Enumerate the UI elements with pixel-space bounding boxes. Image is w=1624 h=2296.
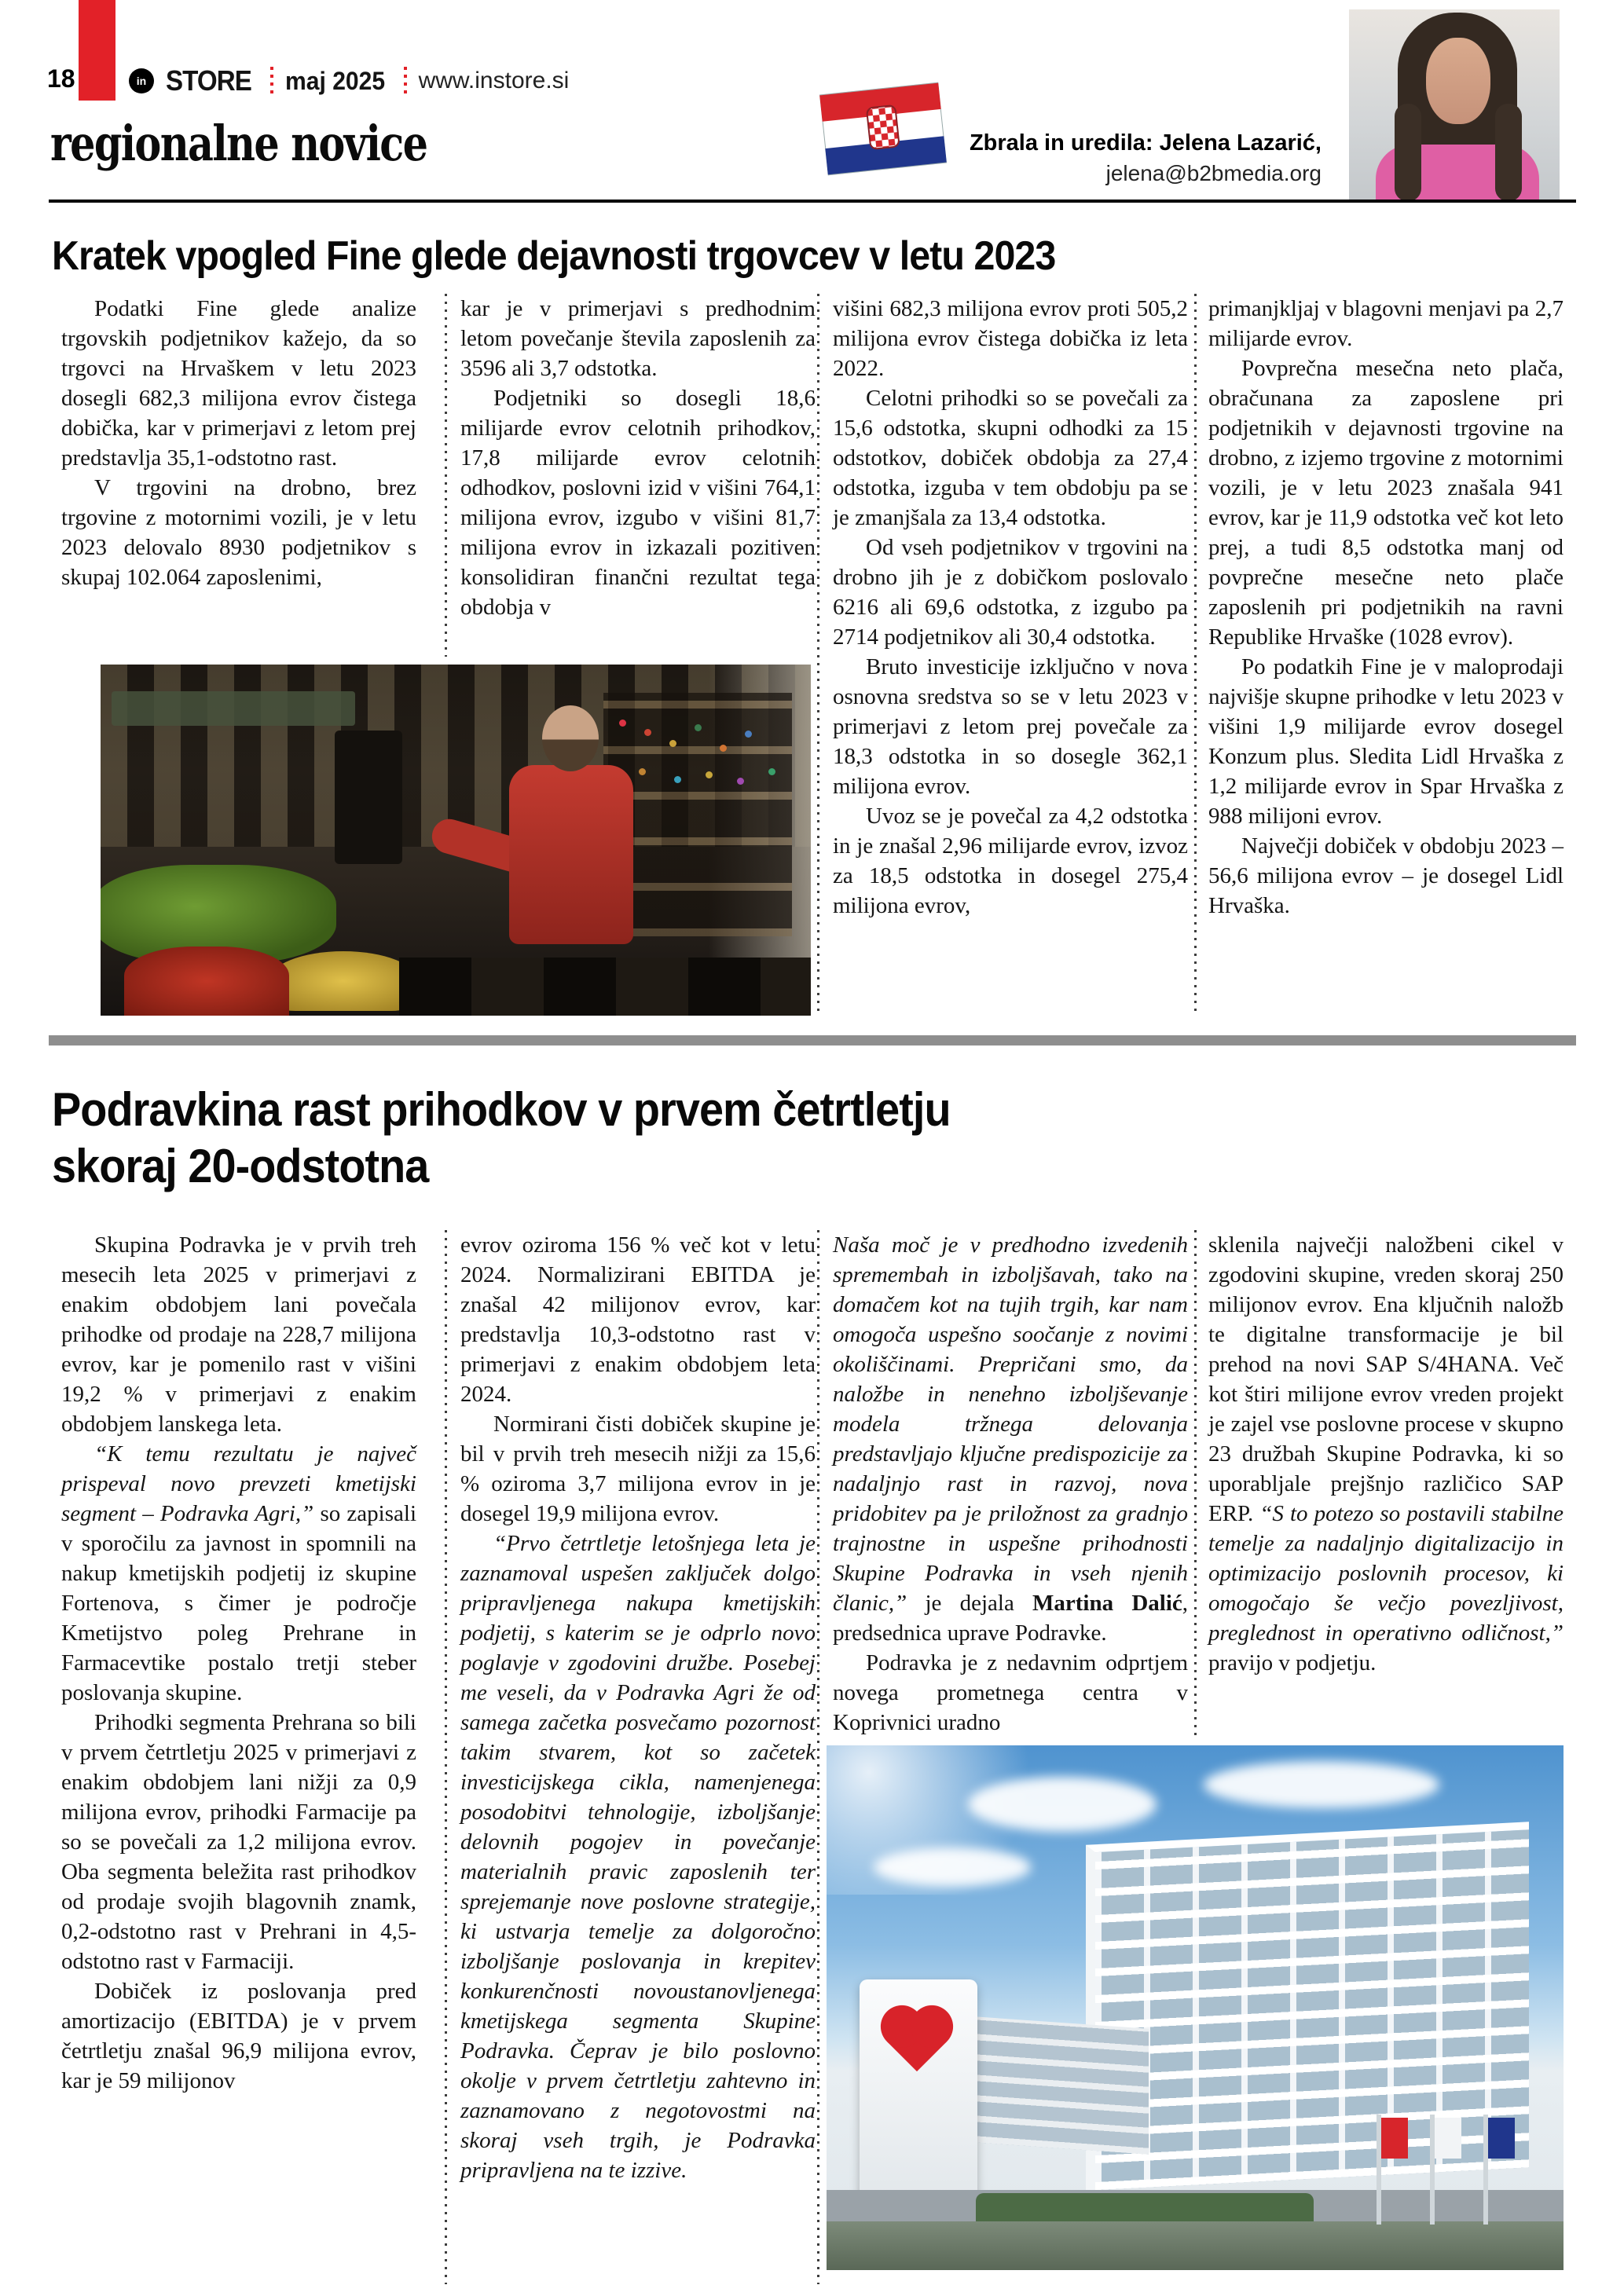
paragraph: Največji dobiček v obdobju 2023 – 56,6 milijona evrov – je dosegel Lidl Hrvaška. bbox=[1208, 833, 1564, 918]
produce-yellow bbox=[269, 951, 418, 1011]
products-on-shelf bbox=[619, 720, 626, 727]
paragraph: višini 682,3 milijona evrov proti 505,2 milijona evrov čistega dobička iz leta 2022. bbox=[833, 296, 1188, 381]
article1-column-1 bbox=[61, 294, 416, 592]
banner-flag-icon bbox=[1435, 2118, 1461, 2159]
separator-dots-icon bbox=[270, 67, 273, 95]
cloud bbox=[1204, 1761, 1439, 1808]
quote-paragraph: “Prvo četrtletje letošnjega leta je zaznamoval uspešen zaključek dolgo pripravljenega nakupa kmetijskih podjetij, s katerim se je odprlo novo poglavje v zgodovini družbe. Posebej me veseli, da v Podravka Agri že od samega začetka posvečamo pozornost takim stvarem, kot so začetek investicijskega cikla, namenjenega posodobitvi tehnologije, izboljšanje delovnih pogojev in povečanje materialnih pravic zaposlenih ter sprejemanje nove poslovne strategije, ki ustvarja temelje za dolgoročno izboljšanje poslovanja in krepitev konkurenčnosti novoustanovljenega kmetijskega segmenta Skupine Podravka. Čeprav je bilo poslovno okolje v prvem četrtletju zahtevno in zaznamovano z negotovostmi na skoraj vseh trgih, je Podravka pripravljena na te izzive. bbox=[460, 1531, 816, 2183]
paragraph: Bruto investicije izključno v nova osnovna sredstva so se v letu 2023 v primerjavi z letom prej povečale za 18,3 odstotka in so dosegle 362,1 milijona evrov. bbox=[833, 654, 1188, 799]
portrait-face bbox=[1426, 38, 1490, 124]
paragraph: Podravka je z nedavnim odprtjem novega prometnega centra v Koprivnici uradno bbox=[833, 1650, 1188, 1735]
article2-column-1 bbox=[61, 1230, 416, 2096]
separator-dots-icon bbox=[404, 67, 407, 95]
paragraph: Po podatkih Fine je v maloprodaji najvišje skupne prihodke v letu 2023 v višini 1,9 milijarde evrov dosegel Konzum plus. Sledita Lidl Hrvaška z 1,2 milijarde evrov in Spar Hrvaška z 988 milijoni evrov. bbox=[1208, 654, 1564, 829]
photo-supermarket-interior bbox=[101, 665, 811, 1016]
article2-column-2 bbox=[460, 1230, 816, 2185]
paragraph: Celotni prihodki so se povečali za 15,6 odstotka, skupni odhodki za 15 odstotkov, dobiček obdobja za 27,4 odstotka, izguba v tem obdobju pa se je zmanjšala za 13,4 odstotka. bbox=[833, 386, 1188, 530]
column-divider bbox=[445, 1230, 447, 2284]
column-divider bbox=[445, 294, 447, 657]
paragraph: V trgovini na drobno, brez trgovine z motornimi vozili, je v letu 2023 delovalo 8930 podjetnikov s skupaj 102.064 zaposlenimi, bbox=[61, 475, 416, 590]
shopper-head bbox=[542, 705, 599, 771]
ground bbox=[827, 2221, 1564, 2270]
attribution-text: je dejala bbox=[907, 1591, 1033, 1616]
article1-title: Kratek vpogled Fine glede dejavnosti trgovcev v letu 2023 bbox=[52, 233, 1056, 279]
paragraph: Uvoz se je povečal za 4,2 odstotka in je znašal 2,96 milijarde evrov, izvoz za 18,5 odstotka in dosegel 275,4 milijona evrov, bbox=[833, 804, 1188, 918]
paragraph: evrov oziroma 156 % več kot v letu 2024. Normalizirani EBITDA je znašal 42 milijonov evrov, kar predstavlja 10,3-odstotno rast v primerjavi z enakim obdobjem leta 2024. bbox=[460, 1232, 816, 1407]
attribution-text: pravijo v podjetju. bbox=[1208, 1650, 1377, 1675]
building-facade bbox=[1086, 1822, 1529, 2191]
produce-red bbox=[124, 947, 289, 1016]
issue-date: maj 2025 bbox=[285, 66, 386, 95]
photo-podravka-building bbox=[827, 1745, 1564, 2270]
quote-text: “K temu rezultatu je največ prispeval novo prevzeti kmetijski segment – Podravka Agri,” bbox=[61, 1441, 416, 1526]
masthead bbox=[129, 64, 569, 97]
attribution-text: so zapisali v sporočilu za javnost in spomnili na nakup kmetijskih podjetij iz skupine Fortenova, s čimer je področje Kmetijstvo poleg Prehrane in Farmacevtike postalo tretji steber poslovanja skupine. bbox=[61, 1501, 417, 1705]
paragraph: Podjetniki so dosegli 18,6 milijarde evrov celotnih prihodkov, 17,8 milijarde evrov celotnih odhodkov, poslovni izid v višini 764,1 milijona evrov, izgubo v višini 81,7 milijona evrov in izkazali pozitiven konsolidiran finančni rezultat tega obdobja v bbox=[460, 386, 816, 620]
building-wing bbox=[952, 2015, 1149, 2154]
column-divider bbox=[817, 294, 819, 1013]
speaker-role: , predsednica uprave Podravke. bbox=[833, 1591, 1188, 1646]
paragraph: Podatki Fine glede analize trgovskih podjetnikov kažejo, da so trgovci na Hrvaškem v letu 2023 dosegli 682,3 milijona evrov čistega dobička, kar v primerjavi z letom prej predstavlja 35,1-odstotno rast. bbox=[61, 296, 416, 471]
store-banner bbox=[112, 691, 355, 726]
editor-name: Zbrala in uredila: Jelena Lazarić, bbox=[969, 130, 1322, 156]
paragraph: Povprečna mesečna neto plača, obračunana za zaposlene pri podjetnikih v dejavnosti trgovine na drobno, z izjemo trgovine z motornimi vozili, je v letu 2023 znašala 941 evrov, kar je 11,9 odstotka več kot leto prej, a tudi 8,5 odstotka manj od povprečne mesečne neto plače zaposlenih pri podjetnikih na ravni Republike Hrvaške (1028 evrov). bbox=[1208, 356, 1564, 650]
cloud bbox=[874, 1847, 1031, 1887]
quote-text: “S to potezo so postavili stabilne temelje za nadaljnjo digitalizacijo in optimizacijo poslovnih procesov, ki omogočajo še večjo povezljivost, preglednost in operativno odličnost,” bbox=[1208, 1501, 1564, 1646]
article2-column-3 bbox=[833, 1230, 1188, 1738]
paragraph: kar je v primerjavi s predhodnim letom povečanje števila zaposlenih za 3596 ali 3,7 odstotka. bbox=[460, 296, 816, 381]
paragraph bbox=[61, 1439, 416, 1708]
paragraph bbox=[1208, 1230, 1564, 1678]
header-rule bbox=[49, 200, 1576, 203]
paragraph: Od vseh podjetnikov v trgovini na drobno jih je z dobičkom poslovalo 6216 ali 69,6 odstotka, z izgubo pa 2714 podjetnikov ali 30,4 odstotka. bbox=[833, 535, 1188, 650]
column-divider bbox=[1194, 294, 1197, 1013]
article1-column-3 bbox=[833, 294, 1188, 921]
website-url: www.instore.si bbox=[418, 68, 570, 93]
paragraph: Dobiček iz poslovanja pred amortizacijo (EBITDA) je v prvem četrtletju znašal 96,9 milijona evrov, kar je 59 milijonov bbox=[61, 1979, 416, 2093]
flag-pole bbox=[1430, 2115, 1435, 2225]
section-title: regionalne novice bbox=[50, 115, 427, 172]
flag-pole bbox=[1377, 2115, 1381, 2225]
article-separator-bar bbox=[49, 1035, 1576, 1045]
logo-store-text: STORE bbox=[166, 64, 251, 97]
article2-title-line2: skoraj 20-odstotna bbox=[52, 1140, 429, 1192]
produce-scale bbox=[335, 731, 402, 864]
page-number: 18 bbox=[47, 64, 75, 93]
paragraph: Skupina Podravka je v prvih treh mesecih leta 2025 v primerjavi z enakim obdobjem lani povečala prihodke od prodaje na 228,7 milijona evrov, kar je pomenilo rast v višini 19,2 % v primerjavi z enakim obdobjem lanskega leta. bbox=[61, 1232, 416, 1437]
body-text: sklenila največji naložbeni cikel v zgodovini skupine, vreden skoraj 250 milijonov evrov. Ena ključnih naložb te digitalne transformacije je bil prehod na novi SAP S/4HANA. Več kot štiri milijone evrov vreden projekt je zajel vse poslovne procese v skupno 23 družbah Skupine Podravka, ki so uporabljale prejšnjo različico SAP ERP. bbox=[1208, 1232, 1564, 1526]
podravka-heart-icon bbox=[887, 2012, 947, 2071]
croatia-flag-icon bbox=[819, 82, 947, 175]
speaker-name: Martina Dalić bbox=[1032, 1591, 1182, 1616]
cloud bbox=[968, 1777, 1157, 1832]
banner-flag-icon bbox=[1488, 2118, 1515, 2159]
flag-pole bbox=[1483, 2115, 1488, 2225]
column-divider bbox=[1194, 1230, 1197, 1739]
paragraph: primanjkljaj v blagovni menjavi pa 2,7 milijarde evrov. bbox=[1208, 296, 1564, 351]
instore-logo-icon bbox=[129, 68, 154, 93]
article1-column-4 bbox=[1208, 294, 1564, 921]
produce-crates bbox=[399, 958, 811, 1016]
paragraph bbox=[833, 1230, 1188, 1648]
paragraph: Prihodki segmenta Prehrana so bili v prvem četrtletju 2025 v primerjavi z enakim obdobjem lani nižji za 0,9 milijona evrov, prihodki Farmacije pa so se povečali za 1,2 milijona evrov. Oba segmenta beležita rast prihodkov od prodaje svojih blagovnih znamk, 0,2-odstotno rast v Prehrani in 4,5-odstotno rast v Farmaciji. bbox=[61, 1710, 416, 1974]
editor-email: jelena@b2bmedia.org bbox=[1105, 161, 1322, 185]
article1-column-2 bbox=[460, 294, 816, 622]
quote-text: Naša moč je v predhodno izvedenih spremembah in izboljšavah, tako na domačem kot na tujih trgih, kar nam omogoča uspešno soočanje z novimi okoliščinami. Prepričani smo, da naložbe in nenehno izboljševanje modela tržnega delovanja predstavljajo ključne predispozicije za nadaljnjo rast in razvoj, nova pridobitev pa je priložnost za gradnjo trajnostne in uspešne prihodnosti Skupine Podravka in vseh njenih članic,” bbox=[833, 1232, 1188, 1616]
shopper-red-shirt bbox=[509, 765, 633, 944]
editor-credit bbox=[970, 130, 1322, 186]
banner-flag-icon bbox=[1381, 2118, 1408, 2159]
portrait-hair-strand bbox=[1395, 104, 1421, 200]
column-divider bbox=[817, 1230, 819, 2284]
paragraph: Normirani čisti dobiček skupine je bil v prvih treh mesecih nižji za 15,6 % oziroma 3,7 milijona evrov in je dosegel 19,9 milijona evrov. bbox=[460, 1412, 816, 1526]
article2-title-line1: Podravkina rast prihodkov v prvem četrtletju bbox=[52, 1083, 951, 1136]
instore-logo-letters: in bbox=[136, 75, 147, 87]
photo-editor-portrait bbox=[1349, 9, 1560, 200]
portrait-hair-strand bbox=[1495, 104, 1522, 200]
brand-red-block bbox=[79, 0, 115, 101]
article2-column-4 bbox=[1208, 1230, 1564, 1678]
